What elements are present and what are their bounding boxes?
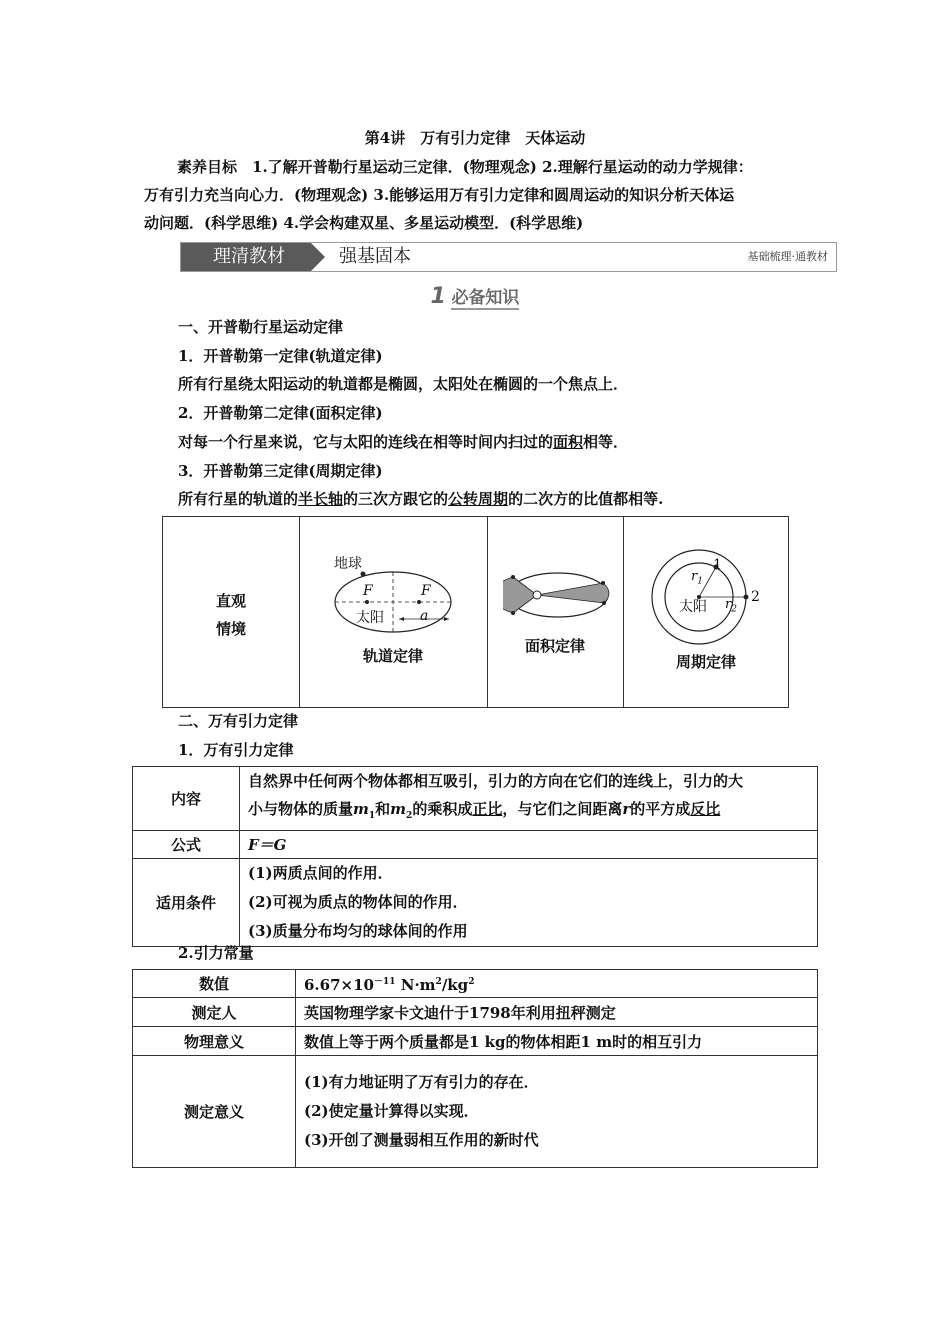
swept-area-2 <box>537 583 609 603</box>
row-label-line-2: 情境 <box>215 620 246 638</box>
kepler-diagram-table <box>162 516 789 708</box>
m2-var: m <box>390 800 407 818</box>
focus-right <box>417 600 421 604</box>
law1-title: 1．开普勒第一定律(轨道定律) <box>178 347 383 365</box>
underline-zhengbi: 正比 <box>472 800 503 818</box>
underline-fanbi: 反比 <box>690 800 721 818</box>
table-row <box>133 767 818 831</box>
law1-text: 所有行星绕太阳运动的轨道都是椭圆，太阳处在椭圆的一个焦点上． <box>178 375 629 393</box>
gravitation-heading: 二、万有引力定律 <box>178 712 299 730</box>
table-row <box>133 1027 818 1056</box>
table-row <box>133 1056 818 1168</box>
earth-label: 地球 <box>334 556 362 572</box>
constant-table <box>132 969 818 1168</box>
condition-3: (3)质量分布均匀的球体间的作用 <box>248 922 468 940</box>
row-label-line-1: 直观 <box>215 592 246 610</box>
value-exp3: 2 <box>468 976 475 987</box>
measurer: 英国物理学家卡文迪什于1798年利用扭秤测定 <box>296 998 818 1027</box>
learning-goals <box>144 153 824 237</box>
significance-1: (1)有力地证明了万有引力的存在． <box>304 1073 539 1091</box>
law3-c: 的二次方的比值都相等. <box>508 490 664 508</box>
content-line-2 <box>248 795 809 830</box>
area-diagram <box>503 567 613 627</box>
gravitation-sub1: 1．万有引力定律 <box>178 741 294 759</box>
law2-text <box>178 431 628 453</box>
period-caption: 周期定律 <box>675 653 736 671</box>
formula-label: 公式 <box>133 831 240 859</box>
condition-cell <box>240 859 818 947</box>
table-row <box>133 831 818 859</box>
goal-line-2: 万有引力充当向心力．(物理观念) 3.能够运用万有引力定律和圆周运动的知识分析天体运 <box>144 186 735 204</box>
law2-pre: 对每一个行星来说，它与太阳的连线在相等时间内扫过的 <box>178 433 554 451</box>
significance-2: (2)使定量计算得以实现． <box>304 1102 479 1120</box>
focus-left <box>365 600 369 604</box>
r-var: r <box>622 800 631 818</box>
banner-arrow <box>311 243 325 271</box>
table-row <box>133 859 818 947</box>
significance-cell <box>296 1056 818 1168</box>
law3-underline-2: 公转周期 <box>448 490 509 508</box>
constant-sub2: 2.引力常量 <box>178 944 254 962</box>
meaning-label: 物理意义 <box>133 1027 296 1056</box>
r1-label <box>691 569 703 587</box>
table-row <box>133 998 818 1027</box>
section-banner <box>180 242 837 272</box>
a-arrow-head-right <box>444 617 449 621</box>
divider <box>299 517 300 707</box>
content-label: 内容 <box>133 767 240 831</box>
value-label: 数值 <box>133 970 296 998</box>
condition-label: 适用条件 <box>133 859 240 947</box>
condition-1: (1)两质点间的作用． <box>248 864 393 882</box>
area-caption: 面积定律 <box>524 637 585 655</box>
sun-label: 太阳 <box>356 610 384 626</box>
content-cell <box>240 767 818 831</box>
m1-var: m <box>353 800 369 818</box>
law2-title: 2．开普勒第二定律(面积定律) <box>178 404 383 422</box>
table-row <box>133 970 818 998</box>
significance-label: 测定意义 <box>133 1056 296 1168</box>
meaning: 数值上等于两个质量都是1 kg的物体相距1 m时的相互引力 <box>296 1027 818 1056</box>
law3-a: 所有行星的轨道的 <box>178 490 299 508</box>
divider <box>487 517 488 707</box>
gravitation-table <box>132 766 818 947</box>
content-c: ，与它们之间距离 <box>502 800 623 818</box>
a-label: a <box>420 608 429 624</box>
section-number: 1 <box>430 284 446 309</box>
r2-label <box>725 597 737 615</box>
section-heading <box>0 283 950 309</box>
r1-sub: 1 <box>697 576 703 587</box>
kepler-heading: 一、开普勒行星运动定律 <box>178 318 344 336</box>
content-line-1: 自然界中任何两个物体都相互吸引，引力的方向在它们的连线上，引力的大 <box>248 772 744 790</box>
content-a: 小与物体的质量 <box>248 800 354 818</box>
orbit-caption: 轨道定律 <box>362 647 423 665</box>
page-title: 第4讲 万有引力定律 天体运动 <box>364 129 586 147</box>
significance-3: (3)开创了测量弱相互作用的新时代 <box>304 1131 539 1149</box>
goal-line-3: 动问题．(科学思维) 4.学会构建双星、多星运动模型．(科学思维) <box>144 214 584 232</box>
m1-sub: 1 <box>368 811 376 821</box>
content-b: 的乘积成 <box>412 800 473 818</box>
banner-middle-label: 强基固本 <box>339 246 411 267</box>
banner-left-label: 理清教材 <box>181 243 311 271</box>
measurer-label: 测定人 <box>133 998 296 1027</box>
focus-f1-label: F <box>363 583 373 599</box>
content-and: 和 <box>375 800 391 818</box>
value-exp2: 2 <box>435 976 442 987</box>
swept-area-1 <box>503 577 537 613</box>
goal-line-1: 素养目标 1.了解开普勒行星运动三定律．(物理观念) 2.理解行星运动的动力学规律： <box>177 158 753 176</box>
value-b: N·m <box>395 975 436 994</box>
formula: F＝G <box>240 831 818 859</box>
planet-pos <box>602 601 606 605</box>
condition-2: (2)可视为质点的物体间的作用． <box>248 893 468 911</box>
divider <box>623 517 624 707</box>
value-a: 6.67×10 <box>304 975 374 994</box>
r1-var: r <box>691 569 698 584</box>
law3-title: 3．开普勒第三定律(周期定律) <box>178 462 383 480</box>
m2-sub: 2 <box>406 811 413 821</box>
law3-underline-1: 半长轴 <box>298 490 344 508</box>
period-sun-label: 太阳 <box>679 599 707 615</box>
planet-pos <box>601 581 605 585</box>
law3-b: 的三次方跟它的 <box>343 490 449 508</box>
planet-2-label: 2 <box>751 589 760 605</box>
content-d: 的平方成 <box>630 800 691 818</box>
law3-text <box>178 488 663 510</box>
law2-underline: 面积 <box>553 433 584 451</box>
planet-pos <box>511 575 515 579</box>
diagram-row-label <box>163 587 299 643</box>
r2-var: r <box>725 597 732 612</box>
focus-f2-label: F <box>421 583 431 599</box>
value <box>296 970 818 998</box>
planet-pos <box>511 611 515 615</box>
banner-right-label: 基础梳理·通教材 <box>747 250 828 263</box>
planet-2 <box>744 595 749 600</box>
law2-post: 相等． <box>583 433 629 451</box>
value-c: /kg <box>441 975 469 994</box>
value-exp: －11 <box>373 976 396 987</box>
sun-circle <box>533 591 541 599</box>
section-label: 必备知识 <box>451 288 520 308</box>
r2-sub: 2 <box>731 604 737 615</box>
planet-1-label: 1 <box>713 557 722 573</box>
a-arrow-head-left <box>399 617 404 621</box>
